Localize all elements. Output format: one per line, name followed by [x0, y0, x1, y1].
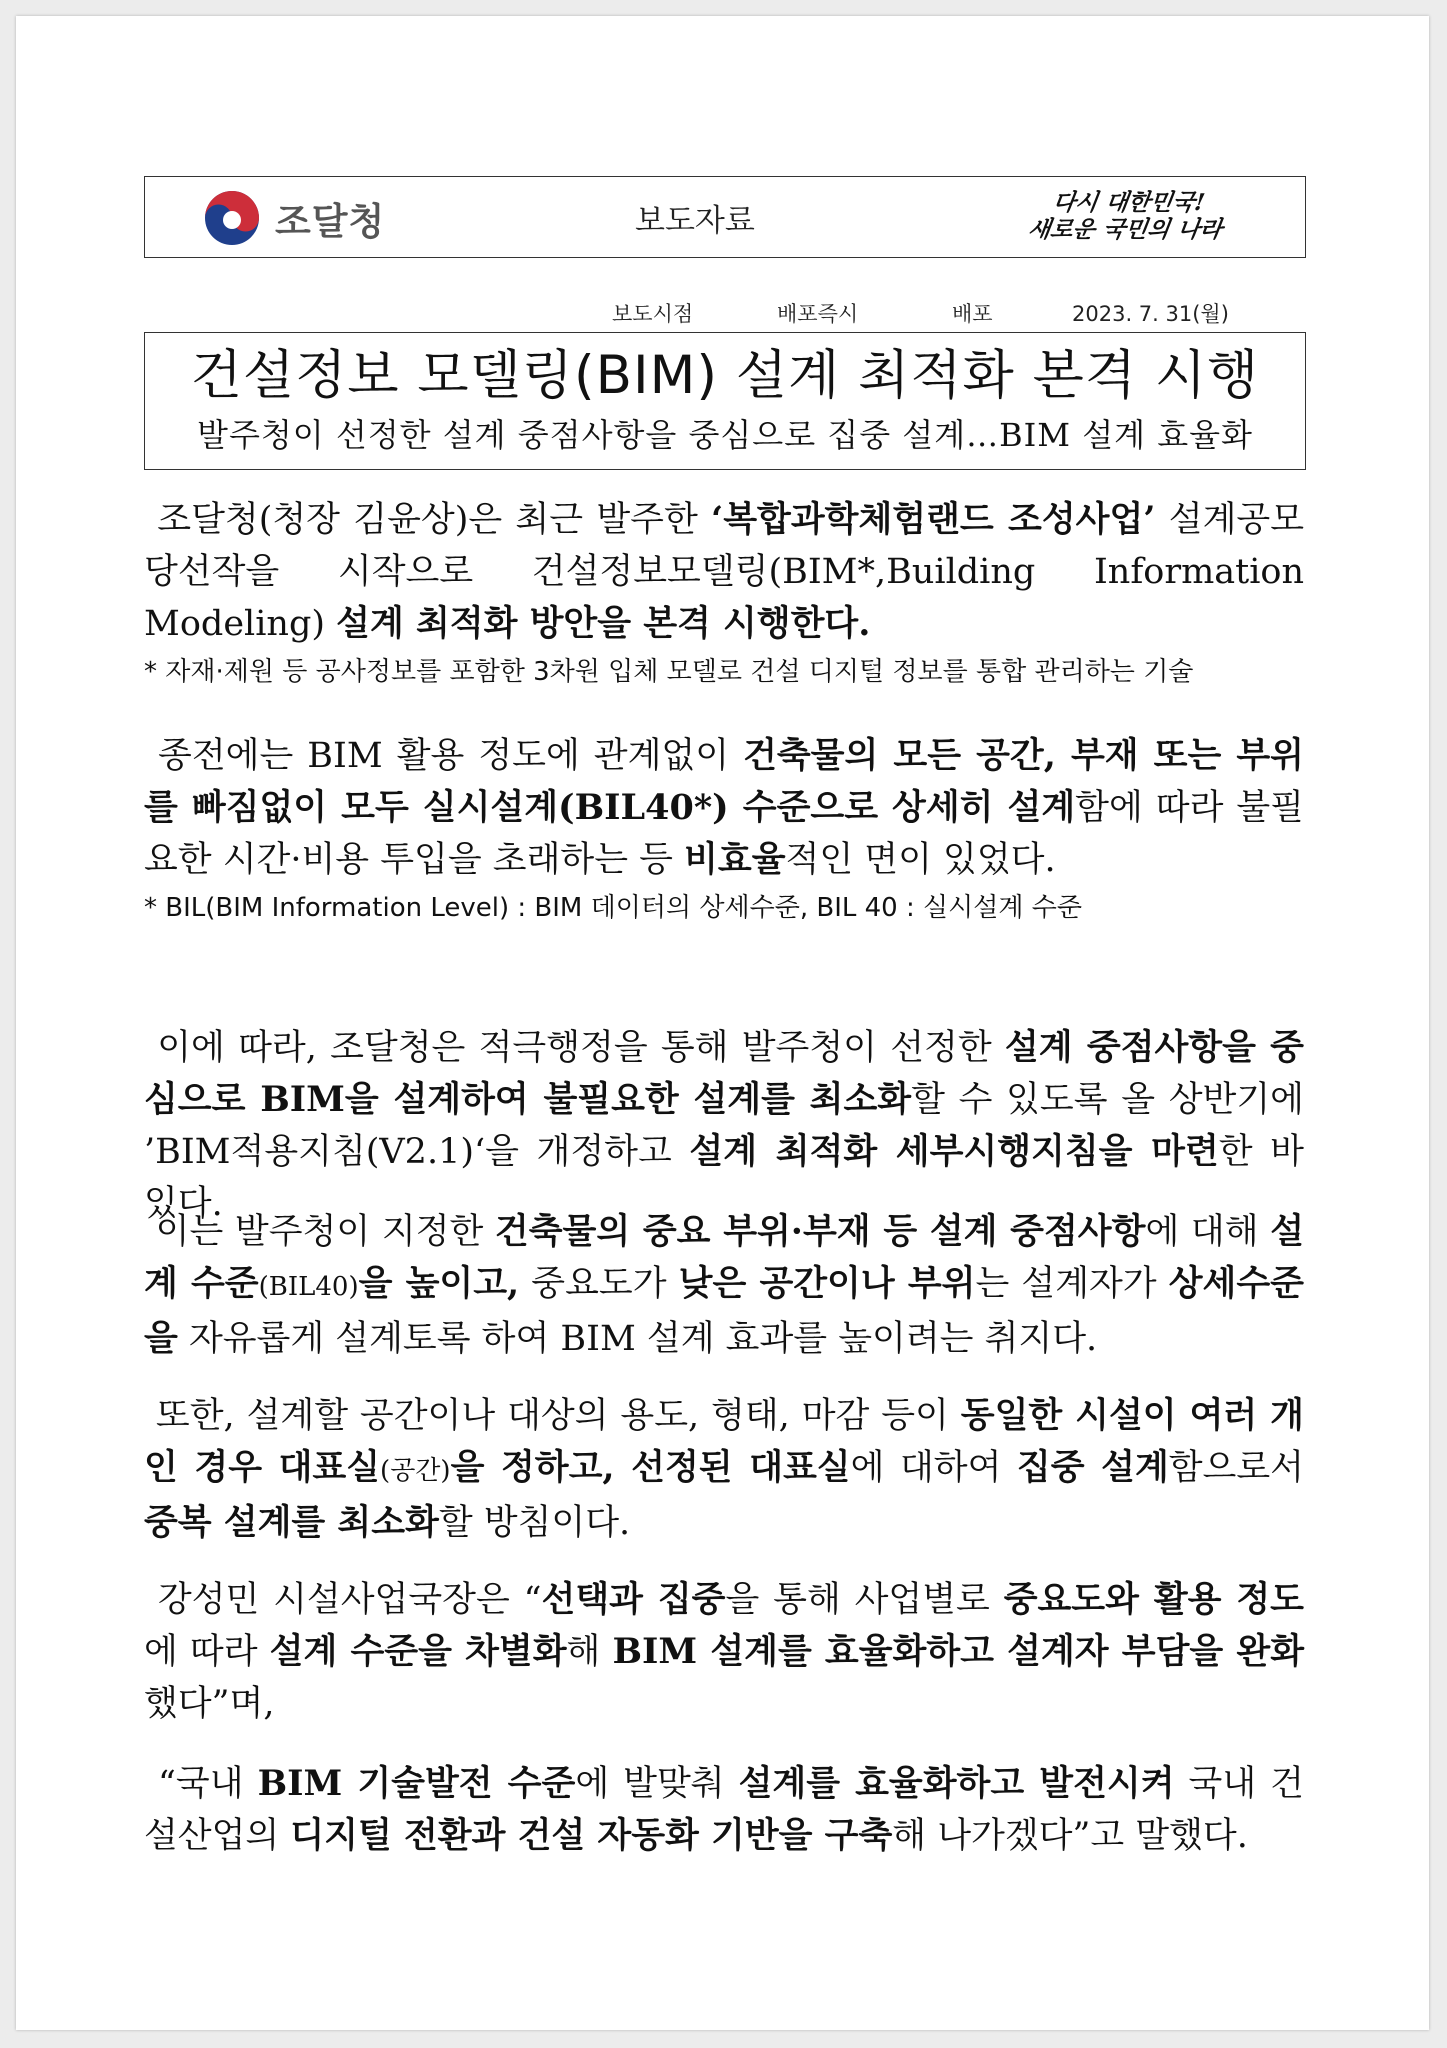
- agency-logo: [203, 189, 385, 247]
- page-title: 건설정보 모델링(BIM) 설계 최적화 본격 시행: [190, 345, 1260, 406]
- doc-type: 보도자료: [635, 203, 755, 239]
- taegeuk-logo-icon: [203, 189, 261, 247]
- distribution-label: 배포: [952, 302, 993, 326]
- slogan-line-2: 새로운 국민의 나라: [1026, 216, 1224, 243]
- slogan: [993, 189, 1261, 243]
- body-paragraph-2: 종전에는 BIM 활용 정도에 관계없이 건축물의 모든 공간, 부재 또는 부위를 빠짐없이 모두 실시설계(BIL40*) 수준으로 상세히 설계함에 따라 불필요한 시간·비용 투입을 초래하는 등 비효율적인 면이 있었다. * BIL(BIM Information Level) : BIM 데이터의 상세수준, BIL 40 : 실시설계 수준: [144, 730, 1304, 930]
- slogan-line-1: 다시 대한민국!: [1051, 189, 1207, 216]
- title-box: [144, 332, 1306, 470]
- body-paragraph-5: 또한, 설계할 공간이나 대상의 용도, 형태, 마감 등이 동일한 시설이 여러 개인 경우 대표실(공간)을 정하고, 선정된 대표실에 대하여 집중 설계함으로서 중복 설계를 최소화할 방침이다.: [144, 1395, 1304, 1543]
- release-date: 2023. 7. 31(월): [1072, 302, 1229, 326]
- release-time-label: 보도시점: [612, 302, 694, 326]
- body-paragraph-4: 이는 발주청이 지정한 건축물의 중요 부위·부재 등 설계 중점사항에 대해 설계 수준(BIL40)을 높이고, 중요도가 낮은 공간이나 부위는 설계자가 상세수준을 자유롭게 설계토록 하여 BIM 설계 효과를 높이려는 취지다.: [144, 1211, 1304, 1359]
- press-release-header: [144, 176, 1306, 258]
- agency-name: 조달청: [275, 200, 386, 243]
- body-paragraph-3: 이에 따라, 조달청은 적극행정을 통해 발주청이 선정한 설계 중점사항을 중심으로 BIM을 설계하여 불필요한 설계를 최소화할 수 있도록 올 상반기에 ’BIM적용지침(V2.1)‘을 개정하고 설계 최적화 세부시행지침을 마련한 바 있다.: [144, 1027, 1304, 1224]
- body-paragraph-6: 강성민 시설사업국장은 “선택과 집중을 통해 사업별로 중요도와 활용 정도에 따라 설계 수준을 차별화해 BIM 설계를 효율화하고 설계자 부담을 완화했다”며,: [144, 1579, 1304, 1724]
- footnote-bim: * 자재·제원 등 공사정보를 포함한 3차원 입체 모델로 건설 디지털 정보를 통합 관리하는 기술: [144, 657, 1194, 687]
- document-page: [16, 16, 1429, 2030]
- subtitle: 발주청이 선정한 설계 중점사항을 중심으로 집중 설계…BIM 설계 효율화: [197, 416, 1253, 454]
- footnote-bil: * BIL(BIM Information Level) : BIM 데이터의 상세수준, BIL 40 : 실시설계 수준: [144, 893, 1082, 923]
- body-paragraph-1: 조달청(청장 김윤상)은 최근 발주한 ‘복합과학체험랜드 조성사업’ 설계공모 당선작을 시작으로 건설정보모델링(BIM*,Building Information Modeling) 설계 최적화 방안을 본격 시행한다. * 자재·제원 등 공사정보를 포함한 3차원 입체 모델로 건설 디지털 정보를 통합 관리하는 기술: [144, 494, 1304, 694]
- body-paragraph-7: “국내 BIM 기술발전 수준에 발맞춰 설계를 효율화하고 발전시켜 국내 건설산업의 디지털 전환과 건설 자동화 기반을 구축해 나가겠다”고 말했다.: [144, 1763, 1304, 1856]
- release-time-value: 배포즉시: [777, 302, 859, 326]
